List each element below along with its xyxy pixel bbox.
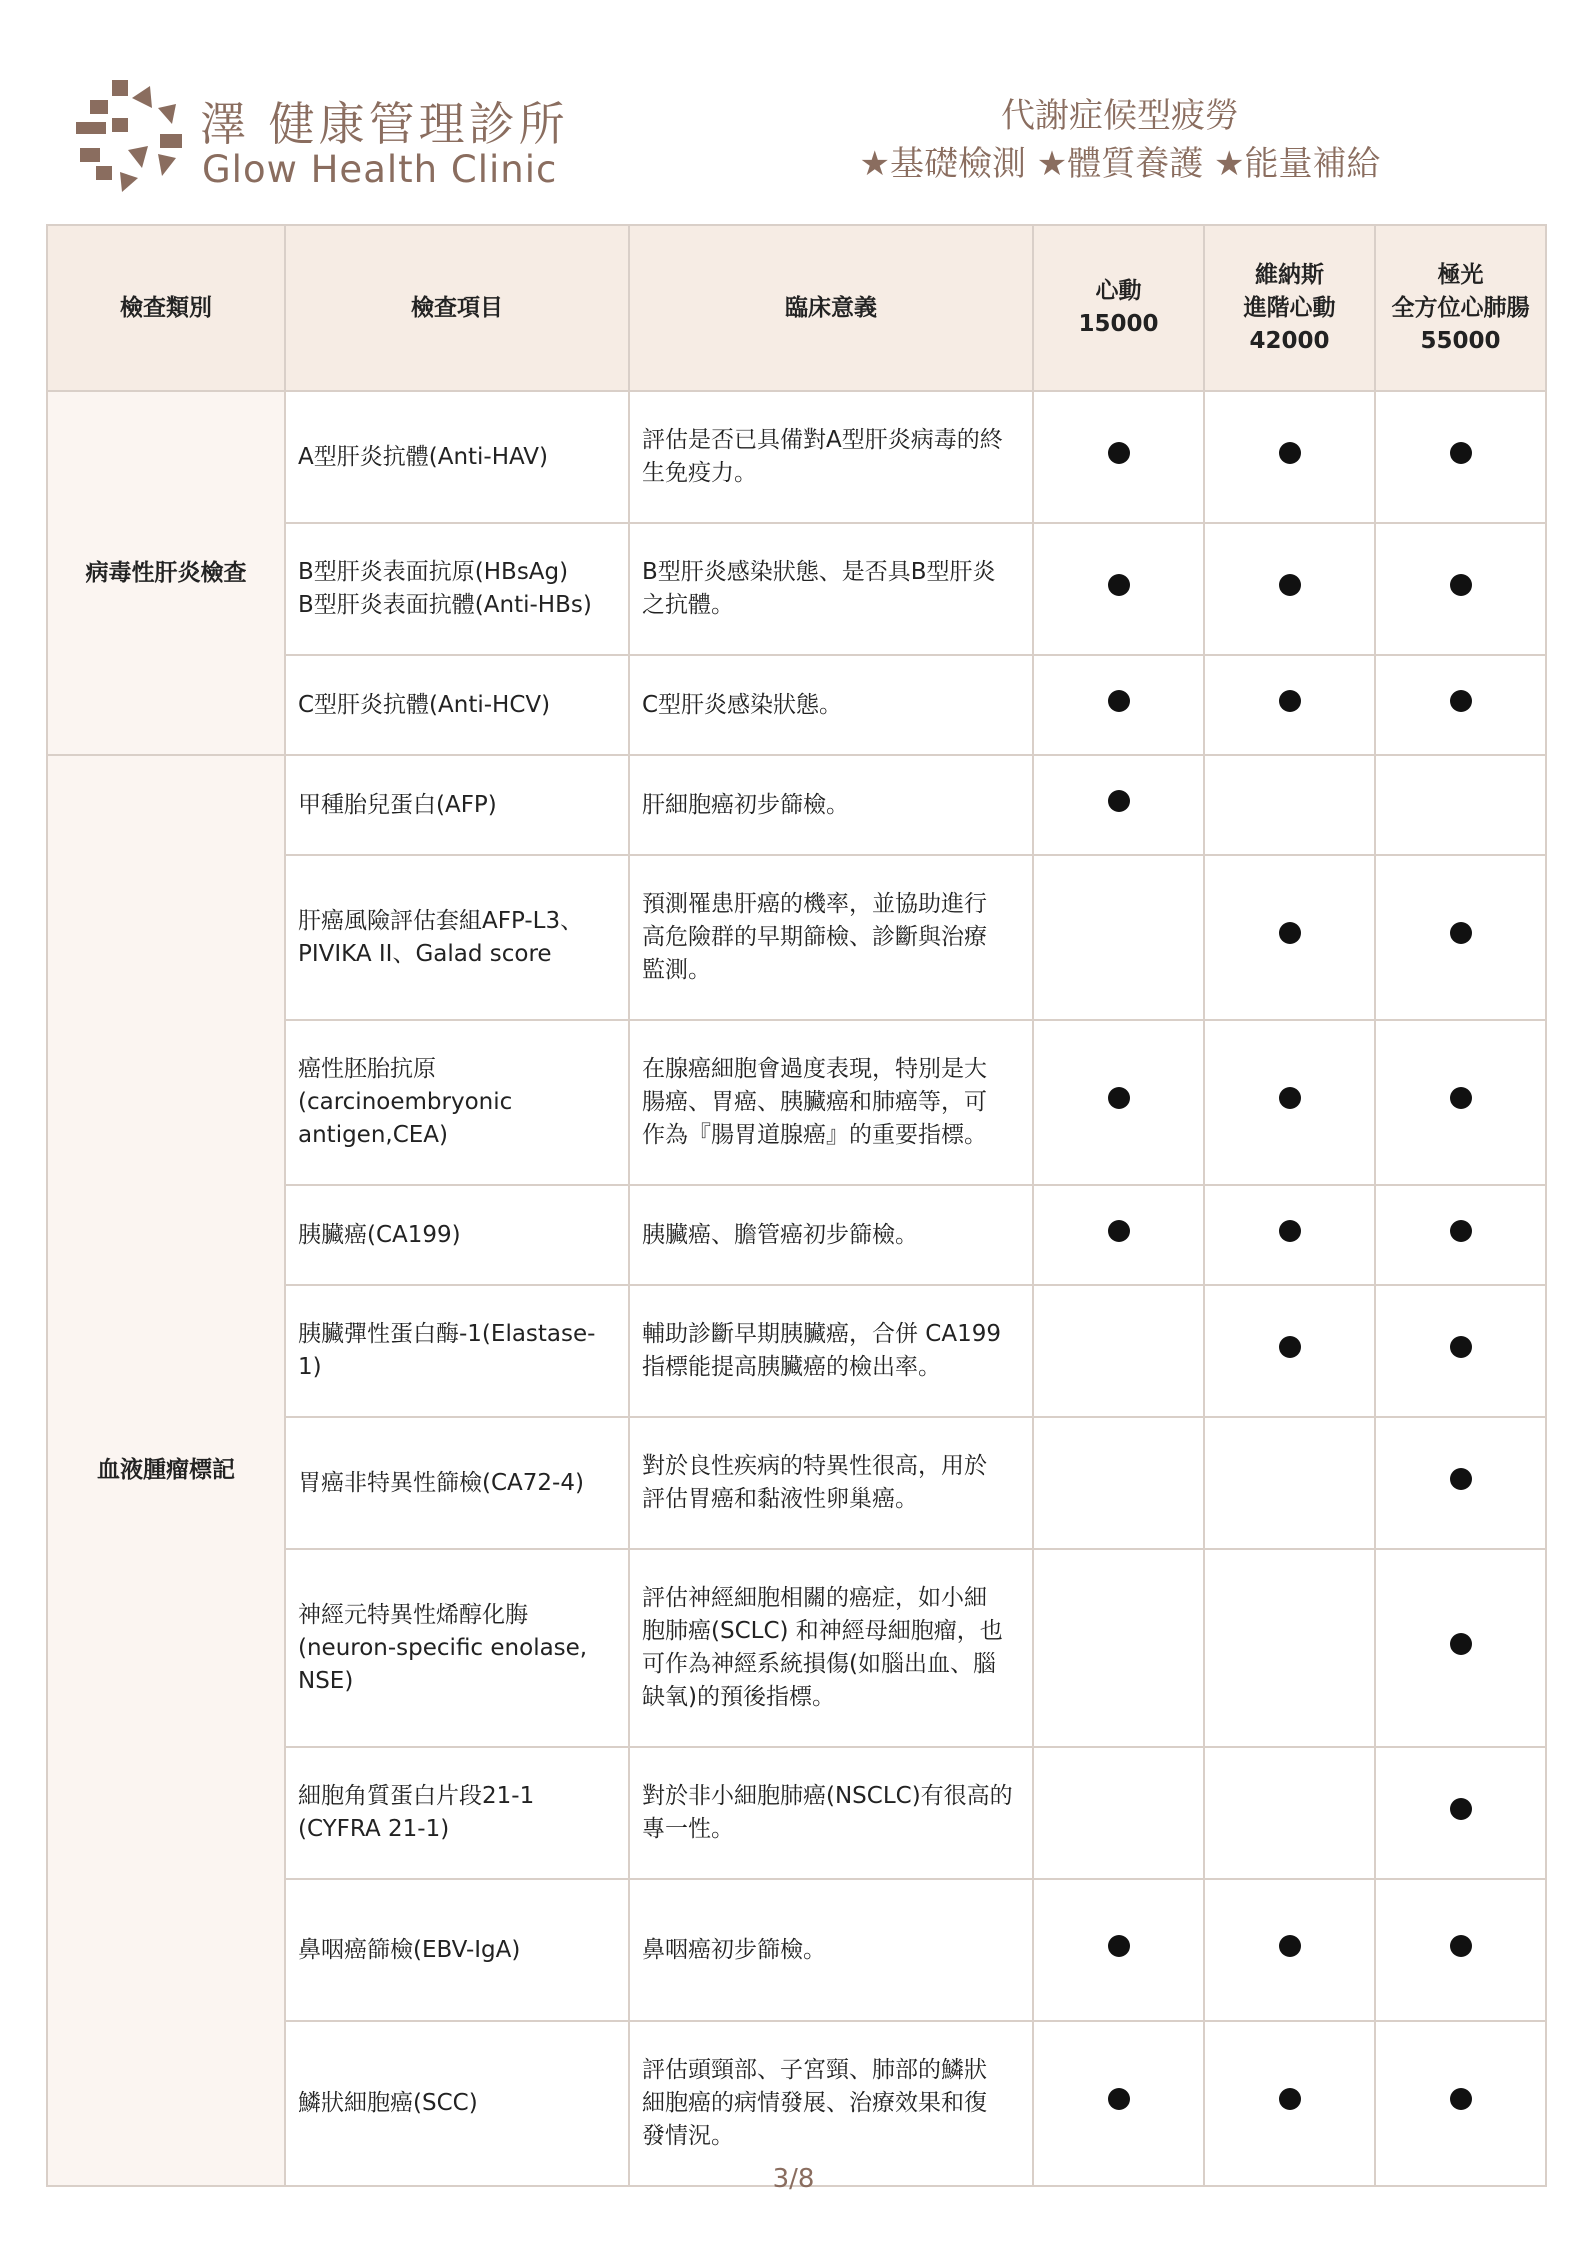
clinical-meaning-line: 輔助診斷早期胰臟癌，合併 CA199 [642,1321,1002,1347]
plan-3-mark-cell [1375,655,1546,755]
plan-3-mark-cell [1375,755,1546,855]
title-line-1: 代謝症候型疲勞 [1001,96,1239,136]
plan-3-mark-cell [1375,1747,1546,1879]
included-dot-icon [1279,2088,1301,2110]
document-title [800,92,1440,188]
included-dot-icon [1108,790,1130,812]
included-dot-icon [1108,2088,1130,2110]
plan-2-mark-cell [1204,1285,1375,1417]
exam-item-line: A型肝炎抗體(Anti-HAV) [298,443,548,470]
included-dot-icon [1108,574,1130,596]
plan-1-mark-cell [1033,523,1204,655]
clinical-meaning-line: 專一性。 [642,1816,734,1842]
clinical-meaning-line: 在腺癌細胞會過度表現，特別是大 [642,1056,987,1082]
clinic-name-en: Glow Health Clinic [202,148,558,191]
clinical-meaning-line: 對於良性疾病的特異性很高，用於 [642,1453,987,1479]
clinical-meaning-cell [629,1020,1033,1185]
included-dot-icon [1108,1087,1130,1109]
plan-1-mark-cell [1033,1747,1204,1879]
plan-1-mark-cell [1033,1185,1204,1285]
exam-item-cell [285,655,629,755]
exam-item-line: C型肝炎抗體(Anti-HCV) [298,691,551,718]
exam-item-line: PIVIKA II、Galad score [298,940,552,967]
plan-1-mark-cell [1033,1549,1204,1747]
plan-2-mark-cell [1204,1417,1375,1549]
plan-2-mark-cell [1204,2021,1375,2186]
exam-item-cell [285,755,629,855]
clinical-meaning-line: 評估頭頸部、子宮頸、肺部的鱗狀 [642,2057,987,2083]
included-dot-icon [1450,574,1472,596]
clinical-meaning-line: B型肝炎感染狀態、是否具B型肝炎 [642,559,996,585]
exam-item-line: 鼻咽癌篩檢(EBV-IgA) [298,1936,521,1963]
plan-1-mark-cell [1033,855,1204,1020]
plan-2-mark-cell [1204,1879,1375,2021]
exam-item-cell [285,1285,629,1417]
exam-item-cell [285,1417,629,1549]
plan-1-mark-cell [1033,2021,1204,2186]
plan-3-mark-cell [1375,1549,1546,1747]
exam-item-line: B型肝炎表面抗體(Anti-HBs) [298,592,592,618]
clinical-meaning-line: 可作為神經系統損傷(如腦出血、腦 [642,1651,996,1677]
exam-table [46,224,1547,2187]
title-line-2: ★基礎檢測 ★體質養護 ★能量補給 [859,144,1381,184]
included-dot-icon [1279,1087,1301,1109]
clinical-meaning-line: 對於非小細胞肺癌(NSCLC)有很高的 [642,1783,1013,1809]
clinic-name-cn: 澤 健康管理診所 [200,97,569,151]
header-plan-2: 維納斯 進階心動 42000 [1204,225,1375,391]
exam-item-line: 胰臟癌(CA199) [298,1221,461,1248]
exam-item-cell [285,855,629,1020]
plan-2-mark-cell [1204,755,1375,855]
exam-item-line: 胰臟彈性蛋白酶-1(Elastase-1) [298,1321,596,1380]
plan-1-mark-cell [1033,1879,1204,2021]
plan-3-mark-cell [1375,1417,1546,1549]
clinical-meaning-cell [629,523,1033,655]
clinical-meaning-line: 評估神經細胞相關的癌症，如小細 [642,1585,987,1611]
clinical-meaning-line: 之抗體。 [642,592,734,618]
plan-2-mark-cell [1204,855,1375,1020]
clinical-meaning-line: 指標能提高胰臟癌的檢出率。 [642,1354,941,1380]
included-dot-icon [1450,1798,1472,1820]
plan-3-mark-cell [1375,855,1546,1020]
exam-item-line: (neuron-specific enolase, [298,1634,588,1661]
included-dot-icon [1279,1336,1301,1358]
exam-item-line: (carcinoembryonic [298,1089,513,1115]
header-category: 檢查類別 [47,225,285,391]
exam-item-line: 癌性胚胎抗原 [298,1056,436,1082]
clinical-meaning-line: 缺氧)的預後指標。 [642,1684,835,1710]
plan-2-mark-cell [1204,523,1375,655]
exam-item-cell [285,1747,629,1879]
exam-item-cell [285,2021,629,2186]
clinical-meaning-line: 評估是否已具備對A型肝炎病毒的終 [642,427,1003,453]
exam-item-line: 肝癌風險評估套組AFP-L3、 [298,907,584,934]
header-plan-3: 極光 全方位心肺腸 55000 [1375,225,1546,391]
plan-3-mark-cell [1375,391,1546,523]
exam-item-line: 胃癌非特異性篩檢(CA72-4) [298,1469,584,1496]
clinical-meaning-line: 腸癌、胃癌、胰臟癌和肺癌等，可 [642,1089,987,1115]
clinical-meaning-cell [629,1747,1033,1879]
clinical-meaning-line: 細胞癌的病情發展、治療效果和復 [642,2090,987,2116]
included-dot-icon [1279,1935,1301,1957]
exam-item-line: NSE) [298,1667,354,1694]
header-plan-1: 心動 15000 [1033,225,1204,391]
clinical-meaning-cell [629,855,1033,1020]
exam-item-cell [285,1549,629,1747]
category-cell: 血液腫瘤標記 [47,755,285,2186]
included-dot-icon [1108,442,1130,464]
clinical-meaning-line: 肝細胞癌初步篩檢。 [642,791,849,818]
plan-3-mark-cell [1375,1879,1546,2021]
table-row [47,391,1546,523]
table-header-row [47,225,1546,391]
plan-2-mark-cell [1204,655,1375,755]
page-number: 3/8 [772,2164,815,2194]
plan-3-mark-cell [1375,523,1546,655]
plan-3-mark-cell [1375,1020,1546,1185]
clinical-meaning-cell [629,2021,1033,2186]
plan-3-mark-cell [1375,1185,1546,1285]
exam-item-line: 鱗狀細胞癌(SCC) [298,2090,478,2116]
included-dot-icon [1450,1633,1472,1655]
plan-2-mark-cell [1204,1747,1375,1879]
included-dot-icon [1450,1087,1472,1109]
exam-item-line: 甲種胎兒蛋白(AFP) [298,791,497,818]
included-dot-icon [1450,1935,1472,1957]
clinical-meaning-line: 生免疫力。 [642,460,757,486]
exam-item-line: 神經元特異性烯醇化脢 [298,1601,528,1628]
clinical-meaning-line: 監測。 [642,957,711,983]
included-dot-icon [1450,922,1472,944]
clinical-meaning-cell [629,1185,1033,1285]
included-dot-icon [1279,442,1301,464]
included-dot-icon [1450,1220,1472,1242]
included-dot-icon [1450,1468,1472,1490]
exam-item-line: 細胞角質蛋白片段21-1 [298,1783,535,1809]
plan-1-mark-cell [1033,1417,1204,1549]
clinical-meaning-line: 預測罹患肝癌的機率，並協助進行 [642,891,987,917]
plan-3-mark-cell [1375,2021,1546,2186]
included-dot-icon [1450,690,1472,712]
clinical-meaning-line: C型肝炎感染狀態。 [642,691,843,718]
included-dot-icon [1450,442,1472,464]
included-dot-icon [1450,2088,1472,2110]
clinical-meaning-line: 胞肺癌(SCLC) 和神經母細胞瘤，也 [642,1618,1003,1644]
plan-1-mark-cell [1033,1020,1204,1185]
exam-item-cell [285,1879,629,2021]
plan-1-mark-cell [1033,391,1204,523]
clinical-meaning-cell [629,1879,1033,2021]
plan-2-mark-cell [1204,391,1375,523]
exam-item-cell [285,1185,629,1285]
included-dot-icon [1279,574,1301,596]
clinical-meaning-cell [629,655,1033,755]
clinical-meaning-line: 作為『腸胃道腺癌』的重要指標。 [642,1122,987,1148]
exam-item-cell [285,523,629,655]
exam-item-line: antigen,CEA) [298,1122,449,1148]
included-dot-icon [1108,1220,1130,1242]
header-meaning: 臨床意義 [629,225,1033,391]
included-dot-icon [1108,1935,1130,1957]
clinical-meaning-cell [629,1549,1033,1747]
included-dot-icon [1450,1336,1472,1358]
clinical-meaning-cell [629,391,1033,523]
clinical-meaning-line: 鼻咽癌初步篩檢。 [642,1936,826,1963]
clinical-meaning-line: 評估胃癌和黏液性卵巢癌。 [642,1486,918,1512]
included-dot-icon [1279,922,1301,944]
plan-1-mark-cell [1033,755,1204,855]
included-dot-icon [1279,690,1301,712]
clinical-meaning-line: 胰臟癌、膽管癌初步篩檢。 [642,1221,918,1248]
clinical-meaning-cell [629,1417,1033,1549]
clinical-meaning-line: 發情況。 [642,2123,734,2149]
exam-item-cell [285,1020,629,1185]
included-dot-icon [1279,1220,1301,1242]
plan-2-mark-cell [1204,1549,1375,1747]
header-item: 檢查項目 [285,225,629,391]
plan-1-mark-cell [1033,1285,1204,1417]
included-dot-icon [1108,690,1130,712]
plan-3-mark-cell [1375,1285,1546,1417]
table-row [47,755,1546,855]
clinic-logo-icon [76,78,184,194]
exam-item-line: B型肝炎表面抗原(HBsAg) [298,559,569,585]
page-header [0,0,1587,220]
plan-1-mark-cell [1033,655,1204,755]
category-cell: 病毒性肝炎檢查 [47,391,285,755]
exam-item-cell [285,391,629,523]
clinical-meaning-cell [629,755,1033,855]
plan-2-mark-cell [1204,1185,1375,1285]
clinical-meaning-line: 高危險群的早期篩檢、診斷與治療 [642,924,987,950]
exam-item-line: (CYFRA 21-1) [298,1816,450,1842]
clinical-meaning-cell [629,1285,1033,1417]
plan-2-mark-cell [1204,1020,1375,1185]
